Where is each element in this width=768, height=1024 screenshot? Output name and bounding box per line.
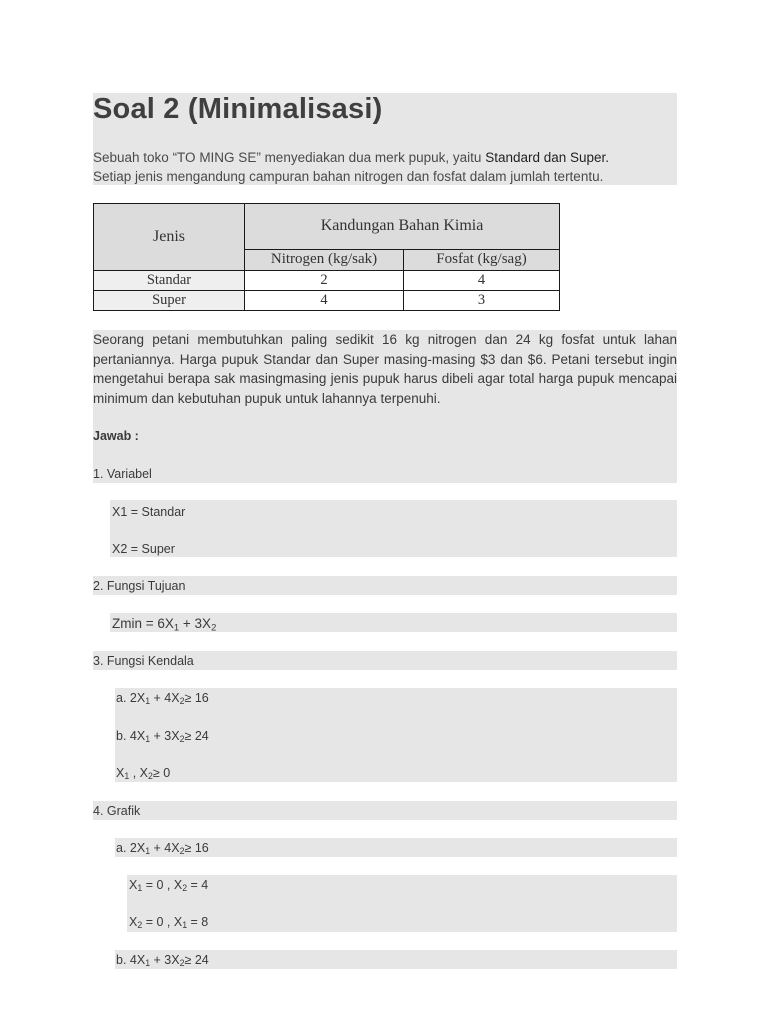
intro-paragraph (93, 148, 677, 186)
intro-line-1-brands: Standard dan Super. (485, 150, 610, 165)
constraint-part: b. 4X (116, 729, 146, 743)
composition-table (93, 203, 560, 311)
cell-standar-fosfat: 4 (404, 271, 560, 291)
graph-sub: 2 (179, 846, 185, 857)
graph-part: + 4X (150, 841, 180, 855)
section4-highlight (93, 801, 677, 820)
graph-part: ≥ 16 (184, 841, 209, 855)
variable-x2: X2 = Super (112, 542, 175, 556)
graph-constraint-a (116, 841, 209, 855)
section-fungsi-tujuan: 2. Fungsi Tujuan (93, 579, 186, 593)
point-part: = 0 , X (142, 878, 183, 892)
point-sub: 2 (182, 883, 188, 894)
constraint-sub: 2 (179, 696, 185, 707)
variable-highlight (110, 500, 677, 557)
constraint-b (116, 729, 209, 743)
graph-sub: 1 (145, 846, 151, 857)
cell-super-fosfat: 3 (404, 291, 560, 311)
constraint-sub: 1 (145, 734, 151, 745)
constraint-part: a. 2X (116, 691, 146, 705)
section-grafik: 4. Grafik (93, 804, 141, 818)
variable-x1: X1 = Standar (112, 505, 186, 519)
intro-line-1 (93, 148, 677, 167)
constraint-sub: 2 (147, 771, 153, 782)
objective-sub: 1 (173, 622, 180, 634)
intro-line-1-text: Sebuah toko “TO MING SE” menyediakan dua merk pupuk, yaitu (93, 150, 486, 165)
row-label-super: Super (94, 291, 245, 311)
row-label-standar: Standar (94, 271, 245, 291)
points-highlight (127, 875, 677, 932)
constraint-sub: 1 (124, 771, 130, 782)
graph-sub: 2 (179, 958, 185, 969)
graph-part: ≥ 24 (184, 953, 209, 967)
answer-heading: Jawab : (93, 429, 139, 443)
graph-part: a. 2X (116, 841, 146, 855)
intercept-point-2 (129, 915, 208, 929)
point-part: = 0 , X (142, 915, 183, 929)
constraint-part: + 4X (150, 691, 180, 705)
point-sub: 1 (137, 883, 143, 894)
intro-line-2: Setiap jenis mengandung campuran bahan nitrogen dan fosfat dalam jumlah tertentu. (93, 169, 604, 184)
cell-super-nitrogen: 4 (245, 291, 404, 311)
intercept-point-1 (129, 878, 208, 892)
constraint-a (116, 691, 209, 705)
point-part: X (129, 878, 138, 892)
graph-part: + 3X (150, 953, 180, 967)
section-variabel: 1. Variabel (93, 467, 152, 481)
constraint-sub: 1 (145, 696, 151, 707)
table-row (94, 271, 560, 291)
header-kandungan: Kandungan Bahan Kimia (245, 204, 560, 250)
page-title: Soal 2 (Minimalisasi) (93, 93, 383, 125)
objective-sub: 2 (211, 622, 217, 634)
header-fosfat: Fosfat (kg/sag) (404, 249, 560, 270)
point-sub: 1 (182, 920, 188, 931)
table-row (94, 291, 560, 311)
header-nitrogen: Nitrogen (kg/sak) (245, 249, 404, 270)
table-header-row (94, 204, 560, 250)
problem-paragraph: Seorang petani membutuhkan paling sedikit 16 kg nitrogen dan 24 kg fosfat untuk lahan pertaniannya. Harga pupuk Standar dan Super masing-masing $3 dan $6. Petani tersebut ingin mengetahui berapa sak masingmasing jenis pupuk harus dibeli agar total harga pupuk mencapai minimum dan kebutuhan pupuk untuk lahannya terpenuhi. (93, 332, 677, 406)
objective-part: + 3X (179, 616, 212, 631)
constraint-part: ≥ 24 (184, 729, 209, 743)
graph-constraint-b (116, 953, 209, 967)
cell-standar-nitrogen: 2 (245, 271, 404, 291)
section-fungsi-kendala: 3. Fungsi Kendala (93, 654, 194, 668)
constraint-part: ≥ 0 (152, 766, 171, 780)
constraint-part: , X (129, 766, 148, 780)
point-part: X (129, 915, 138, 929)
constraint-nonnegative (116, 766, 170, 780)
objective-function (112, 616, 217, 634)
constraint-part: X (116, 766, 125, 780)
graph-sub: 1 (145, 958, 151, 969)
point-part: = 8 (187, 915, 209, 929)
point-part: = 4 (187, 878, 209, 892)
constraint-part: + 3X (150, 729, 180, 743)
objective-part: Zmin = 6X (112, 616, 174, 631)
graph-part: b. 4X (116, 953, 146, 967)
header-jenis: Jenis (94, 204, 245, 271)
constraint-sub: 2 (179, 734, 185, 745)
point-sub: 2 (137, 920, 143, 931)
constraint-part: ≥ 16 (184, 691, 209, 705)
